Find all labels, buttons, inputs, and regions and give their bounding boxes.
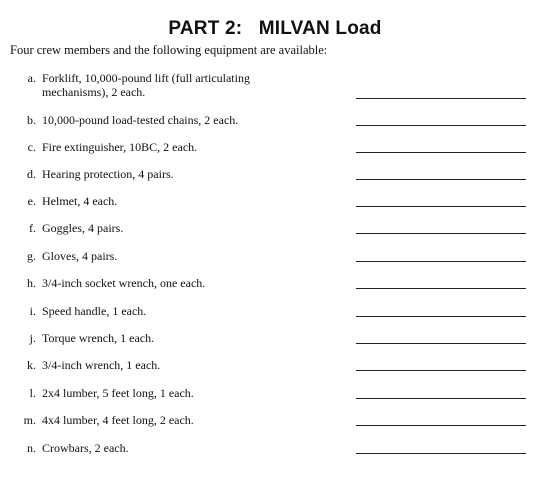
- item-text-line: Forklift, 10,000-pound lift (full articulating: [42, 71, 250, 85]
- answer-line[interactable]: [356, 425, 526, 426]
- item-text: Torque wrench, 1 each.: [42, 331, 155, 345]
- item-letter: d.: [27, 167, 36, 181]
- answer-line[interactable]: [356, 206, 526, 207]
- answer-line[interactable]: [356, 288, 526, 289]
- item-letter: k.: [27, 358, 36, 372]
- item-letter: i.: [29, 304, 36, 318]
- intro-text: Four crew members and the following equipment are available:: [10, 43, 328, 57]
- answer-line[interactable]: [356, 233, 526, 234]
- item-text: Hearing protection, 4 pairs.: [42, 167, 174, 181]
- item-letter: c.: [27, 140, 36, 154]
- answer-line[interactable]: [356, 125, 526, 126]
- item-text: 3/4-inch wrench, 1 each.: [42, 358, 161, 372]
- item-text: Fire extinguisher, 10BC, 2 each.: [42, 140, 198, 154]
- item-text: Crowbars, 2 each.: [42, 441, 129, 455]
- answer-line[interactable]: [356, 152, 526, 153]
- answer-line[interactable]: [356, 453, 526, 454]
- answer-line[interactable]: [356, 370, 526, 371]
- item-letter: b.: [27, 113, 36, 127]
- item-letter: l.: [29, 386, 36, 400]
- answer-line[interactable]: [356, 179, 526, 180]
- item-text: [42, 71, 302, 99]
- item-letter: a.: [27, 71, 36, 85]
- answer-line[interactable]: [356, 316, 526, 317]
- answer-line[interactable]: [356, 98, 526, 99]
- item-text: 4x4 lumber, 4 feet long, 2 each.: [42, 413, 194, 427]
- item-text: 3/4-inch socket wrench, one each.: [42, 276, 206, 290]
- item-letter: g.: [27, 249, 36, 263]
- item-text: Speed handle, 1 each.: [42, 304, 147, 318]
- item-text: Gloves, 4 pairs.: [42, 249, 118, 263]
- item-letter: f.: [29, 221, 36, 235]
- item-text: 10,000-pound load-tested chains, 2 each.: [42, 113, 239, 127]
- item-letter: n.: [27, 441, 36, 455]
- item-text: Helmet, 4 each.: [42, 194, 118, 208]
- item-text-line: mechanisms), 2 each.: [42, 85, 146, 99]
- answer-line[interactable]: [356, 343, 526, 344]
- answer-line[interactable]: [356, 398, 526, 399]
- page-title: PART 2: MILVAN Load: [168, 18, 382, 39]
- item-text: Goggles, 4 pairs.: [42, 221, 124, 235]
- item-letter: e.: [27, 194, 36, 208]
- item-letter: m.: [23, 413, 36, 427]
- item-letter: h.: [27, 276, 36, 290]
- answer-line[interactable]: [356, 261, 526, 262]
- item-text: 2x4 lumber, 5 feet long, 1 each.: [42, 386, 194, 400]
- item-letter: j.: [29, 331, 36, 345]
